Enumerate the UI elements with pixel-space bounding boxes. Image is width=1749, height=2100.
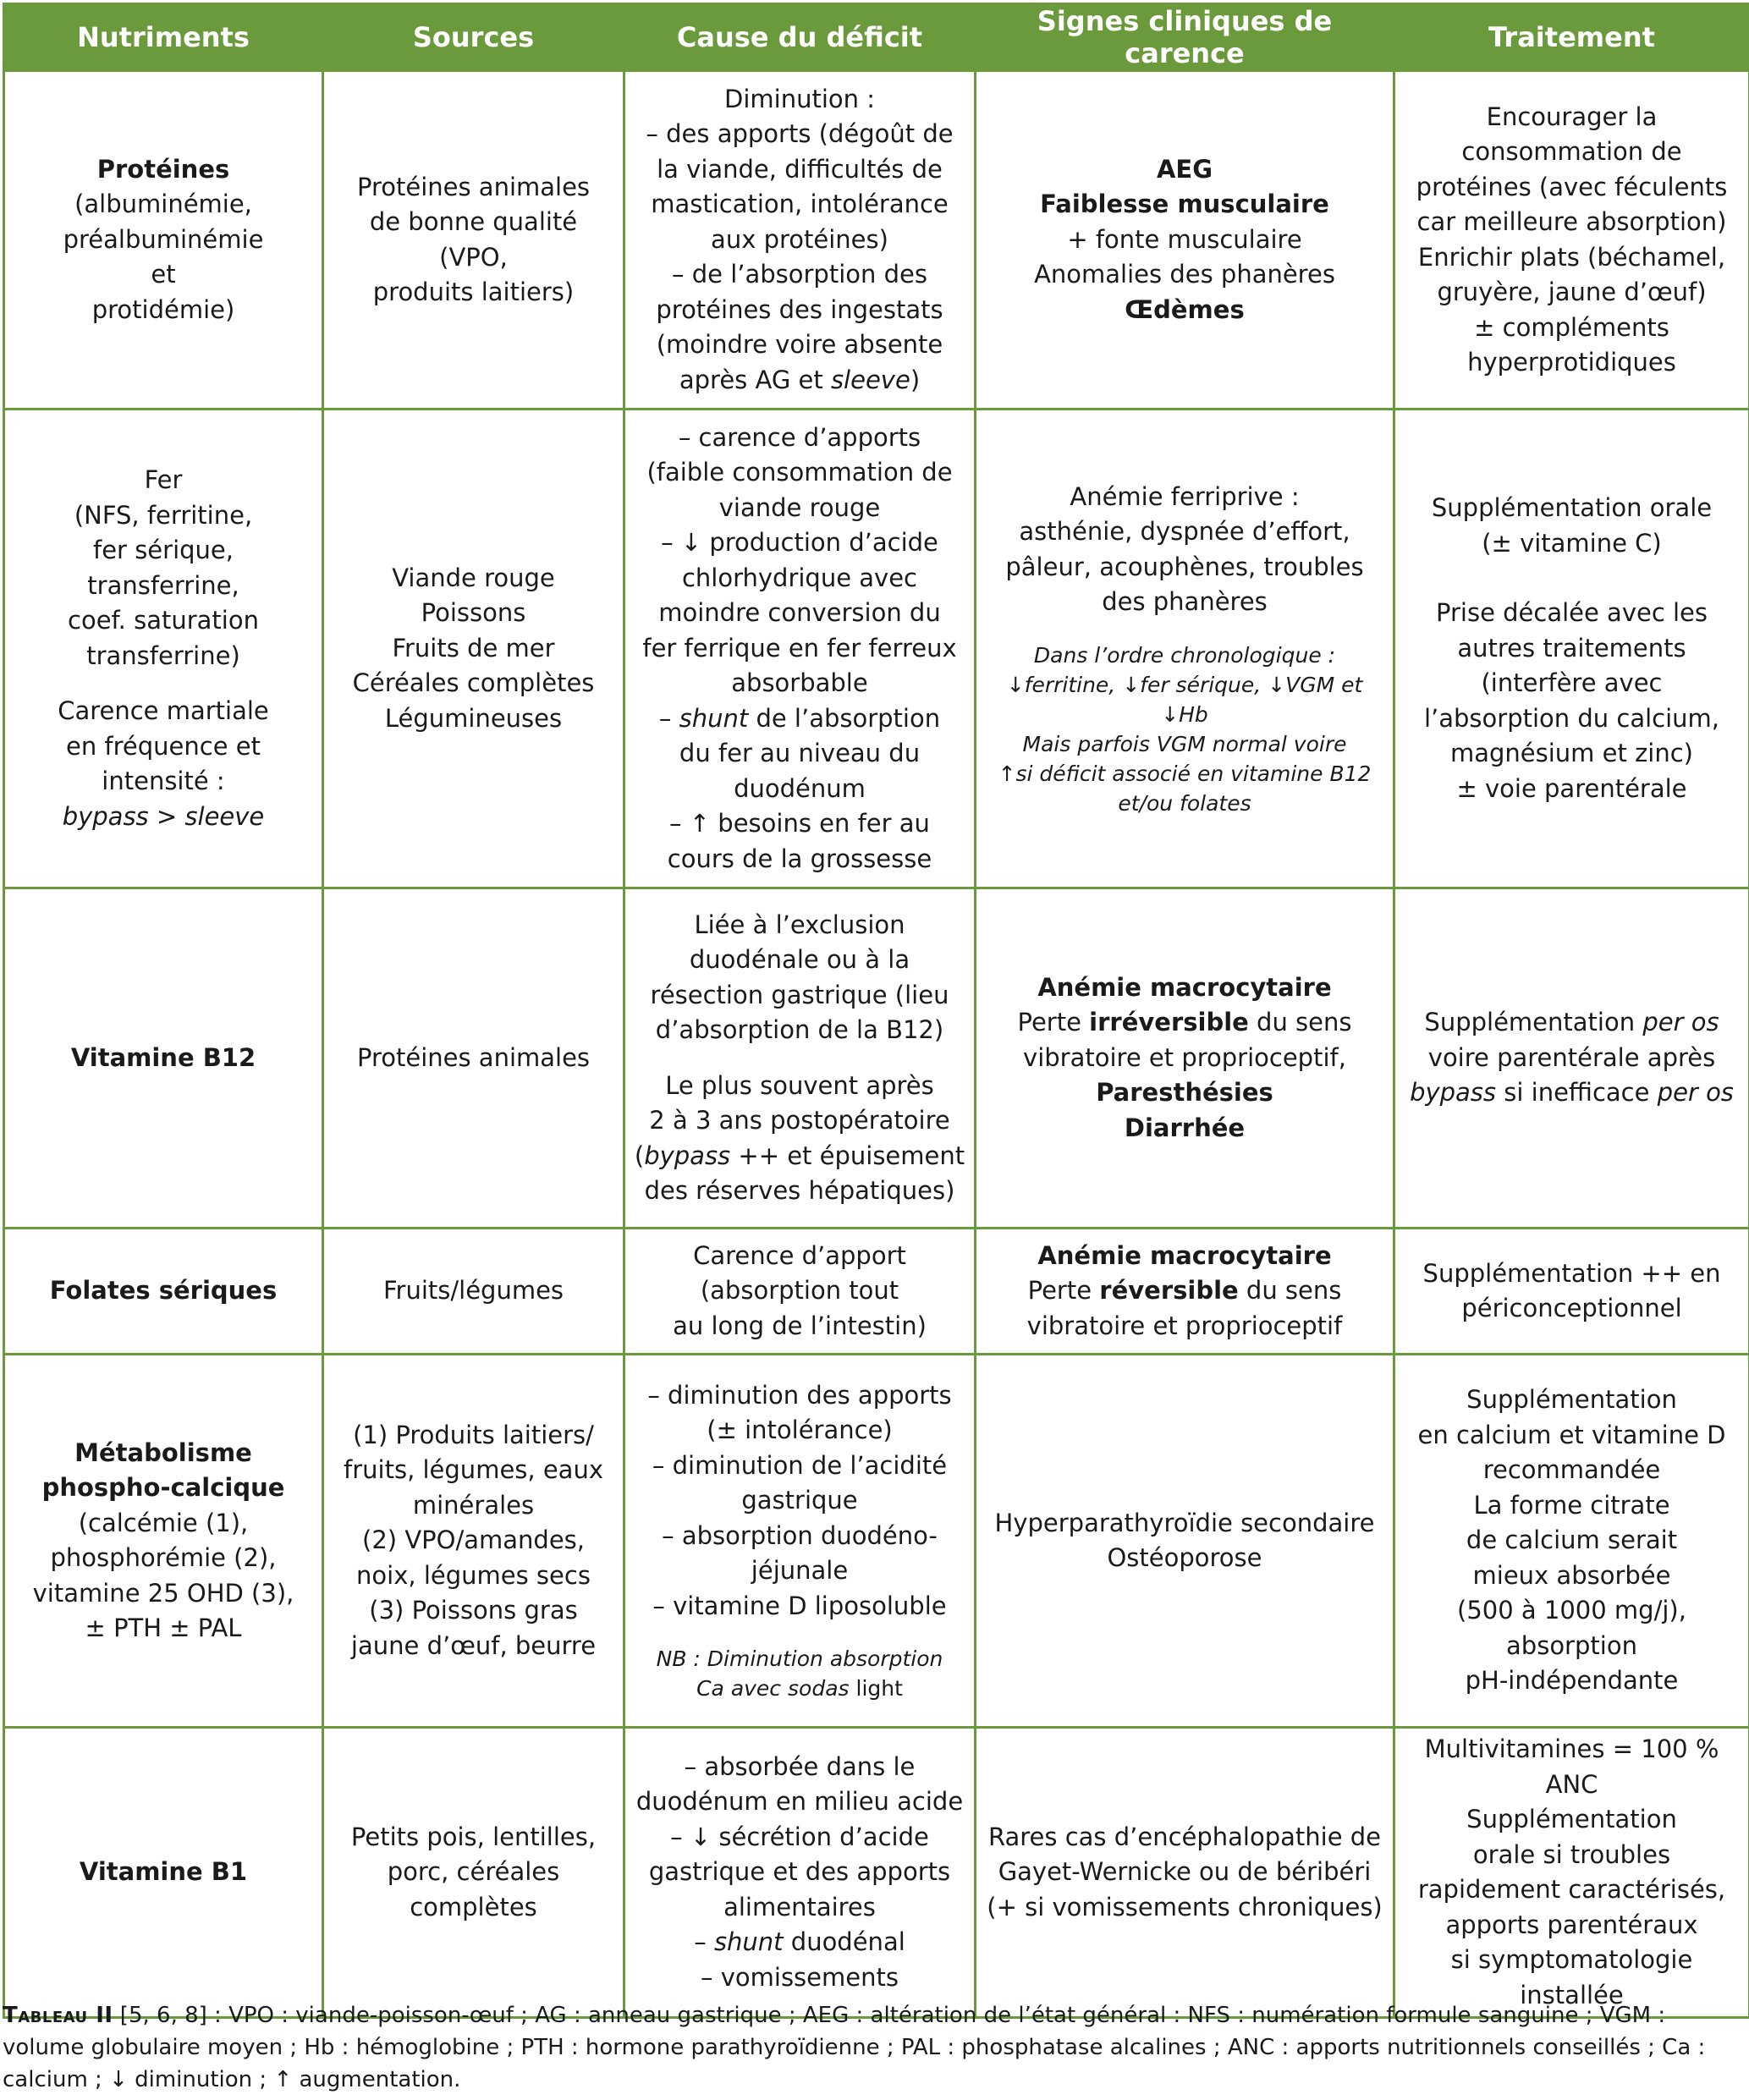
cell-nutrient: [4, 1229, 323, 1355]
treatment-line: [1404, 1005, 1740, 1041]
cause-line: Liée à l’exclusion: [694, 910, 905, 939]
source-line: Protéines animales: [356, 1042, 591, 1072]
cause-line: – absorption duodéno-: [662, 1520, 938, 1550]
spacer: [634, 1624, 965, 1644]
treatment-line: si symptomatologie: [1450, 1945, 1693, 1974]
sign-line: [985, 1005, 1384, 1041]
cell-cause: [624, 71, 976, 410]
source-line: Légumineuses: [384, 703, 563, 733]
treatment-line: ± voie parentérale: [1456, 773, 1687, 803]
source-line: Viande rouge: [392, 563, 555, 592]
nutrient-title: Vitamine B12: [70, 1042, 256, 1072]
cause-line: (absorption tout: [700, 1276, 899, 1306]
treatment-line: absorption: [1506, 1630, 1637, 1660]
source-line: noix, légumes secs: [356, 1560, 591, 1590]
cause-text: ++ et épuisement: [730, 1141, 965, 1170]
nutrient-line: ± PTH ± PAL: [85, 1613, 242, 1642]
cause-line: duodénum: [734, 773, 866, 803]
sign-line: Œdèmes: [1125, 294, 1245, 324]
treatment-italic: per os: [1642, 1008, 1719, 1037]
treatment-line: Supplémentation ++ en: [1422, 1258, 1721, 1288]
cause-line: (faible consommation de: [646, 458, 953, 487]
treatment-line: Enrichir plats (béchamel,: [1417, 242, 1726, 272]
treatment-line: installée: [1520, 1980, 1624, 2009]
source-line: minérales: [412, 1490, 535, 1520]
cell-sources: [323, 1728, 624, 2018]
cause-line: – diminution de l’acidité: [652, 1450, 948, 1480]
cause-note: NB : Diminution absorption: [656, 1646, 943, 1672]
cause-line: du fer au niveau du: [679, 739, 921, 768]
source-line: Fruits de mer: [392, 633, 555, 662]
cell-sources: [323, 888, 624, 1229]
treatment-line: rapidement caractérisés,: [1417, 1875, 1726, 1904]
sign-line: pâleur, acouphènes, troubles: [1005, 552, 1364, 581]
sign-line: Rares cas d’encéphalopathie de: [987, 1822, 1382, 1851]
source-line: fruits, légumes, eaux: [344, 1455, 603, 1485]
cell-cause: [624, 1728, 976, 2018]
cause-line: Diminution :: [724, 84, 875, 113]
header-nutriments: Nutriments: [4, 4, 323, 71]
treatment-line: orale si troubles: [1472, 1839, 1671, 1869]
cause-line: – ↓ sécrétion d’acide: [670, 1822, 929, 1851]
source-line: Fruits/légumes: [382, 1276, 564, 1306]
cause-line: – des apports (dégoût de: [646, 119, 954, 149]
cause-line: absorbable: [731, 668, 868, 698]
nutrient-line: intensité :: [102, 767, 225, 795]
caption-text: [5, 6, 8] : VPO : viande-poisson-œuf ; AG : anneau gastrique ; AEG : altération de l’état général : NFS : numération formule sanguine ; VGM : volume globulaire moyen ; Hb : hémoglobine ; PTH : hormone parathyroïdienne ; PAL : phosphatase alcalines ; ANC : apports nutritionnels conseillés ; Ca : calcium ; ↓ diminution ; ↑ augmentation.: [3, 2003, 1706, 2092]
sign-line: Ostéoporose: [1107, 1543, 1262, 1572]
sign-line: des phanères: [1102, 587, 1268, 616]
cause-line: résection gastrique (lieu: [650, 980, 949, 1009]
treatment-line: protéines (avec féculents: [1416, 172, 1728, 201]
table-header-row: [4, 4, 1749, 71]
cause-line: 2 à 3 ans postopératoire: [649, 1106, 950, 1135]
nutrient-line: protidémie): [91, 294, 235, 324]
source-line: produits laitiers): [372, 278, 575, 306]
sign-note: ↑si déficit associé en vitamine B12: [998, 761, 1372, 786]
cell-sources: [323, 1229, 624, 1355]
cause-line: mastication, intolérance: [651, 190, 949, 219]
cell-nutrient: [4, 410, 323, 888]
treatment-line: hyperprotidiques: [1467, 348, 1676, 377]
cause-line: – diminution des apports: [647, 1380, 952, 1410]
cause-line: [634, 1925, 965, 1960]
cause-line: d’absorption de la B12): [655, 1015, 944, 1044]
cause-line: – carence d’apports: [678, 422, 921, 452]
sign-line: Gayet-Wernicke ou de béribéri: [998, 1857, 1372, 1887]
treatment-line: Supplémentation: [1466, 1805, 1677, 1833]
cause-line: – absorbée dans le: [684, 1751, 916, 1781]
treatment-line: Supplémentation orale: [1431, 493, 1713, 522]
cause-italic: bypass: [644, 1141, 731, 1170]
treatment-line: (± vitamine C): [1482, 528, 1662, 558]
table-caption: [3, 1999, 1746, 2096]
cause-line: [634, 363, 965, 399]
nutrient-line: Carence martiale: [58, 696, 269, 725]
cell-nutrient: [4, 1728, 323, 2018]
cause-line: – ↓ production d’acide: [661, 528, 938, 558]
treatment-line: en calcium et vitamine D: [1417, 1420, 1726, 1449]
sign-line: Anémie ferriprive :: [1070, 481, 1300, 511]
cause-line: viande rouge: [718, 492, 881, 522]
cause-italic: sleeve: [830, 365, 910, 394]
cause-line: la viande, difficultés de: [657, 154, 943, 184]
source-line: Poissons: [421, 598, 526, 628]
sign-line: Hyperparathyroïdie secondaire: [994, 1508, 1375, 1537]
treatment-line: consommation de: [1461, 137, 1682, 166]
treatment-line: La forme citrate: [1473, 1490, 1670, 1520]
cell-cause: [624, 888, 976, 1229]
cause-italic: shunt: [713, 1927, 784, 1957]
cause-text: –: [658, 703, 679, 733]
source-line: (VPO,: [439, 242, 508, 272]
nutrient-line: (albuminémie,: [74, 190, 252, 219]
cause-line: au long de l’intestin): [673, 1311, 927, 1340]
cell-signs: [976, 71, 1394, 410]
sign-line: [985, 1273, 1384, 1309]
nutrient-title: Protéines: [96, 154, 230, 184]
nutrient-text: >: [148, 801, 185, 831]
treatment-line: l’absorption du calcium,: [1423, 703, 1720, 733]
cause-line: – vitamine D liposoluble: [652, 1591, 947, 1620]
sign-note: Mais parfois VGM normal voire: [1022, 731, 1347, 756]
sign-note: ↓ferritine, ↓fer sérique, ↓VGM et ↓Hb: [1006, 672, 1363, 727]
cell-treatment: [1394, 1355, 1749, 1728]
treatment-line: (interfère avec: [1481, 668, 1663, 697]
source-line: Petits pois, lentilles,: [350, 1822, 597, 1851]
nutrient-line: phosphorémie (2),: [50, 1543, 277, 1572]
source-line: de bonne qualité: [369, 207, 578, 236]
treatment-line: Supplémentation: [1466, 1385, 1677, 1415]
treatment-line: autres traitements: [1457, 633, 1686, 662]
table-row: [4, 1355, 1749, 1728]
source-line: porc, céréales: [387, 1857, 560, 1887]
nutrient-line: coef. saturation: [68, 606, 259, 635]
table-row: [4, 71, 1749, 410]
cause-text: de l’absorption: [748, 703, 941, 733]
nutrient-line: préalbuminémie: [63, 224, 264, 254]
cell-cause: [624, 1229, 976, 1355]
cause-line: duodénum en milieu acide: [635, 1787, 964, 1817]
treatment-line: voire parentérale après: [1427, 1042, 1716, 1072]
cause-line: (± intolérance): [707, 1416, 893, 1445]
spacer: [634, 1048, 965, 1069]
treatment-line: car meilleure absorption): [1416, 207, 1727, 236]
source-line: Protéines animales: [356, 172, 591, 201]
treatment-italic: bypass: [1410, 1078, 1497, 1108]
nutrient-line: [14, 800, 313, 835]
nutrient-line: transferrine,: [87, 570, 239, 600]
treatment-text: Supplémentation: [1424, 1008, 1643, 1037]
treatment-line: recommandée: [1482, 1455, 1661, 1485]
sign-text: Perte: [1027, 1276, 1100, 1306]
treatment-line: ± compléments: [1474, 312, 1669, 342]
sign-line: Diarrhée: [1124, 1113, 1246, 1142]
cell-treatment: [1394, 888, 1749, 1229]
sign-bold: irréversible: [1089, 1008, 1249, 1037]
source-line: (2) VPO/amandes,: [362, 1526, 585, 1555]
cause-line: – ↑ besoins en fer au: [669, 809, 930, 838]
source-line: Céréales complètes: [352, 668, 595, 698]
sign-text: Perte: [1017, 1008, 1090, 1037]
sign-text: du sens: [1238, 1276, 1342, 1306]
treatment-line: gruyère, jaune d’œuf): [1437, 278, 1707, 306]
sign-line: Faiblesse musculaire: [1040, 190, 1329, 219]
cause-line: alimentaires: [723, 1892, 876, 1921]
cell-sources: [323, 71, 624, 410]
nutrient-line: et: [151, 260, 176, 289]
sign-bold: réversible: [1099, 1276, 1239, 1306]
sign-line: Anémie macrocytaire: [1037, 972, 1332, 1002]
treatment-line: de calcium serait: [1466, 1526, 1678, 1555]
spacer: [985, 620, 1384, 640]
cause-text: ): [910, 365, 921, 394]
treatment-line: Multivitamines = 100 % ANC: [1424, 1734, 1719, 1799]
nutrient-italic: bypass: [62, 801, 149, 831]
cause-line: fer ferrique en fer ferreux: [642, 633, 957, 662]
treatment-line: mieux absorbée: [1472, 1560, 1671, 1590]
cause-line: (moindre voire absente: [656, 330, 943, 360]
nutrient-line: Fer: [144, 465, 183, 494]
cell-signs: [976, 1728, 1394, 2018]
cell-signs: [976, 410, 1394, 888]
nutrient-line: fer sérique,: [93, 536, 234, 564]
cause-italic: shunt: [679, 703, 749, 733]
cell-signs: [976, 1355, 1394, 1728]
cell-treatment: [1394, 410, 1749, 888]
cause-line: – vomissements: [701, 1962, 899, 1992]
treatment-line: [1404, 1075, 1740, 1111]
cause-line: jéjunale: [751, 1556, 849, 1586]
sign-line: + fonte musculaire: [1067, 224, 1302, 254]
cause-line: – de l’absorption des: [672, 260, 927, 289]
cause-line: moindre conversion du: [658, 598, 941, 628]
header-cause: Cause du déficit: [624, 4, 976, 71]
table-row: [4, 1728, 1749, 2018]
cause-text: light: [849, 1676, 903, 1701]
cause-line: chlorhydrique avec: [681, 563, 918, 592]
source-line: jaune d’œuf, beurre: [350, 1630, 597, 1660]
nutrient-title: Folates sériques: [49, 1276, 278, 1306]
cell-signs: [976, 1229, 1394, 1355]
treatment-italic: per os: [1657, 1078, 1734, 1108]
treatment-line: pH-indépendante: [1465, 1666, 1679, 1696]
nutrient-title: Métabolisme: [74, 1438, 252, 1467]
sign-line: Anémie macrocytaire: [1037, 1240, 1332, 1270]
sign-line: (+ si vomissements chroniques): [987, 1892, 1383, 1921]
cell-signs: [976, 888, 1394, 1229]
sign-line: asthénie, dyspnée d’effort,: [1019, 517, 1350, 546]
table-row: [4, 1229, 1749, 1355]
cause-line: [634, 1139, 965, 1174]
treatment-line: Prise décalée avec les: [1436, 598, 1708, 627]
sign-line: Anomalies des phanères: [1034, 260, 1335, 289]
nutrient-title: phospho-calcique: [41, 1473, 285, 1502]
sign-line: vibratoire et proprioceptif,: [1023, 1042, 1346, 1072]
sign-note: Dans l’ordre chronologique :: [1033, 642, 1336, 668]
nutrient-line: en fréquence et: [65, 731, 261, 761]
cause-text: (: [634, 1141, 645, 1170]
cause-line: cours de la grossesse: [667, 844, 932, 873]
source-line: complètes: [410, 1892, 537, 1921]
cell-treatment: [1394, 1728, 1749, 2018]
cell-nutrient: [4, 1355, 323, 1728]
cause-italic: Ca avec sodas: [696, 1676, 850, 1701]
nutrient-title: Vitamine B1: [79, 1857, 248, 1887]
sign-line: Paresthésies: [1096, 1078, 1273, 1108]
sign-note: et/ou folates: [1118, 790, 1251, 816]
nutrient-line: transferrine): [86, 640, 240, 670]
header-signes: Signes cliniques de carence: [976, 4, 1394, 71]
cell-treatment: [1394, 71, 1749, 410]
treatment-text: si inefficace: [1496, 1078, 1658, 1108]
cause-line: Carence d’apport: [693, 1240, 906, 1270]
cause-line: gastrique et des apports: [648, 1857, 951, 1887]
cell-cause: [624, 410, 976, 888]
spacer: [1404, 561, 1740, 596]
cause-line: [634, 701, 965, 737]
treatment-line: magnésium et zinc): [1449, 739, 1693, 767]
nutrient-line: vitamine 25 OHD (3),: [32, 1578, 294, 1608]
nutrient-italic: sleeve: [184, 801, 265, 831]
cell-nutrient: [4, 71, 323, 410]
spacer: [14, 673, 313, 694]
caption-label: Tableau II: [3, 2003, 113, 2028]
cause-line: protéines des ingestats: [656, 294, 943, 324]
cause-text: après AG et: [679, 365, 831, 394]
cause-line: aux protéines): [711, 224, 888, 254]
table-row: [4, 410, 1749, 888]
treatment-line: périconceptionnel: [1461, 1294, 1682, 1322]
cell-cause: [624, 1355, 976, 1728]
cause-text: duodénal: [783, 1927, 905, 1957]
header-traitement: Traitement: [1394, 4, 1749, 71]
sign-line: AEG: [1156, 154, 1213, 184]
treatment-line: (500 à 1000 mg/j),: [1457, 1596, 1686, 1625]
cause-line: gastrique: [741, 1486, 858, 1515]
cell-sources: [323, 1355, 624, 1728]
cell-nutrient: [4, 888, 323, 1229]
nutrient-line: (NFS, ferritine,: [74, 500, 253, 530]
cause-line: des réserves hépatiques): [644, 1176, 955, 1205]
header-sources: Sources: [323, 4, 624, 71]
nutrient-line: (calcémie (1),: [78, 1508, 249, 1537]
nutrient-table: [3, 3, 1749, 2019]
sign-line: vibratoire et proprioceptif: [1026, 1311, 1343, 1340]
cell-treatment: [1394, 1229, 1749, 1355]
treatment-line: apports parentéraux: [1445, 1910, 1698, 1939]
cause-line: duodénale ou à la: [689, 945, 910, 974]
source-line: (1) Produits laitiers/: [353, 1420, 594, 1449]
sign-text: du sens: [1248, 1008, 1352, 1037]
cause-note: [634, 1674, 965, 1703]
cell-sources: [323, 410, 624, 888]
table-row: [4, 888, 1749, 1229]
cause-text: –: [694, 1927, 714, 1957]
treatment-line: Encourager la: [1486, 102, 1658, 131]
cause-line: Le plus souvent après: [665, 1070, 934, 1100]
source-line: (3) Poissons gras: [369, 1596, 578, 1625]
